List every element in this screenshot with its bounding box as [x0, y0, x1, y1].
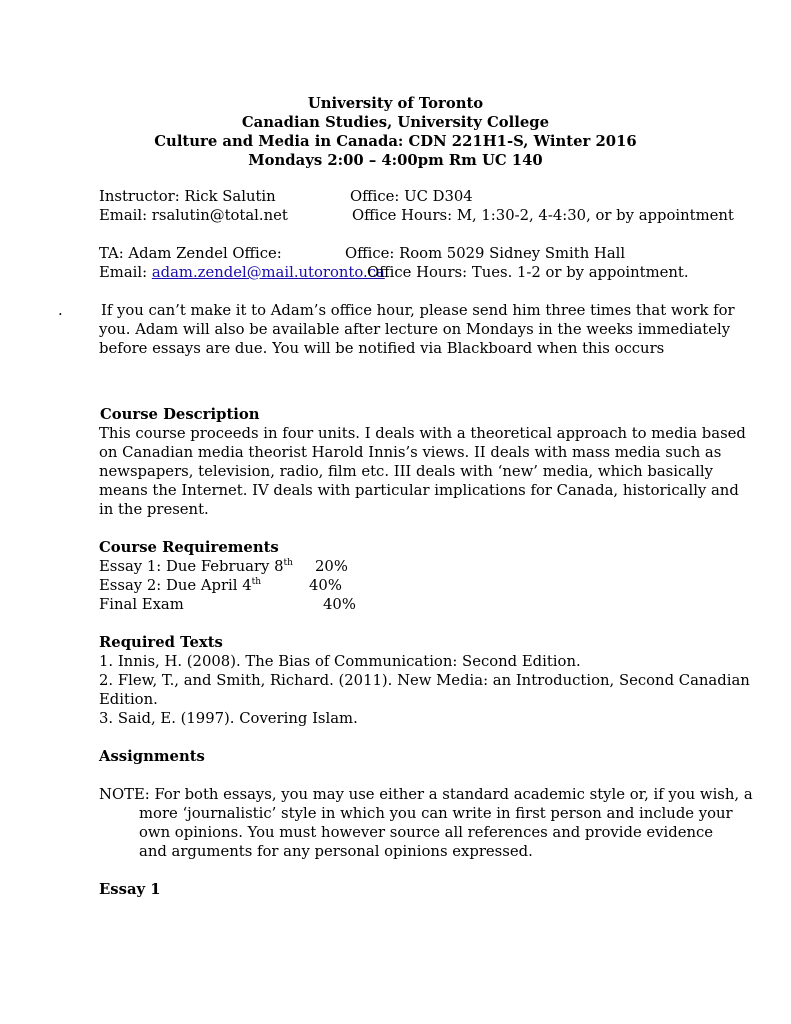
- course-title: Culture and Media in Canada: CDN 221H1-S, Winter 2016: [154, 133, 637, 150]
- ta-office: Office: Room 5029 Sidney Smith Hall: [345, 245, 626, 262]
- note-line: If you can’t make it to Adam’s office hour, please send him three times that work for: [101, 302, 735, 319]
- requirement-weight: 40%: [309, 577, 342, 594]
- required-text-item: Edition.: [99, 691, 158, 708]
- requirement-label: Essay 2: Due April 4th: [99, 577, 262, 594]
- assignment-note-line: NOTE: For both essays, you may use either a standard academic style or, if you wish, a: [99, 786, 753, 803]
- assignment-note-line: own opinions. You must however source all references and provide evidence: [139, 824, 714, 841]
- course-description-line: This course proceeds in four units. I deals with a theoretical approach to media based: [99, 425, 746, 442]
- required-text-item: 3. Said, E. (1997). Covering Islam.: [99, 710, 358, 727]
- requirement-label: Final Exam: [99, 596, 184, 613]
- course-description-line: on Canadian media theorist Harold Innis’s views. II deals with mass media such as: [99, 444, 722, 461]
- required-text-item: 1. Innis, H. (2008). The Bias of Communication: Second Edition.: [99, 653, 581, 670]
- university-title: University of Toronto: [307, 95, 484, 112]
- assignment-note-line: and arguments for any personal opinions expressed.: [139, 843, 533, 860]
- required-text-item: 2. Flew, T., and Smith, Richard. (2011). New Media: an Introduction, Second Canadian: [99, 672, 750, 689]
- note-bullet: .: [58, 302, 63, 319]
- note-line: you. Adam will also be available after lecture on Mondays in the weeks immediately: [99, 321, 731, 338]
- course-description-line: means the Internet. IV deals with particular implications for Canada, historically and: [99, 482, 739, 499]
- instructor-office: Office: UC D304: [350, 188, 473, 205]
- instructor-name: Instructor: Rick Salutin: [99, 188, 276, 205]
- requirement-weight: 20%: [315, 558, 348, 575]
- assignments-heading: Assignments: [99, 748, 205, 765]
- ta-email-row: [99, 263, 385, 282]
- course-requirements-heading: Course Requirements: [99, 539, 279, 556]
- course-schedule: Mondays 2:00 – 4:00pm Rm UC 140: [248, 152, 543, 169]
- ta-email-link[interactable]: adam.zendel@mail.utoronto.ca: [151, 264, 385, 281]
- note-line: before essays are due. You will be notified via Blackboard when this occurs: [99, 340, 665, 357]
- course-description-heading: Course Description: [100, 406, 260, 423]
- instructor-email: Email: rsalutin@total.net: [99, 207, 288, 224]
- ta-email-label: Email:: [99, 264, 152, 281]
- ta-name: TA: Adam Zendel Office:: [99, 245, 282, 262]
- department-title: Canadian Studies, University College: [241, 114, 550, 131]
- instructor-hours: Office Hours: M, 1:30-2, 4-4:30, or by appointment: [352, 207, 734, 224]
- requirement-label: Essay 1: Due February 8th: [99, 558, 293, 575]
- ta-hours: Office Hours: Tues. 1-2 or by appointment.: [367, 264, 689, 281]
- requirement-weight: 40%: [323, 596, 356, 613]
- course-description-line: in the present.: [99, 501, 209, 518]
- course-description-line: newspapers, television, radio, film etc. III deals with ‘new’ media, which basically: [99, 463, 713, 480]
- assignment-note-line: more ‘journalistic’ style in which you can write in first person and include your: [139, 805, 733, 822]
- essay1-heading: Essay 1: [99, 881, 161, 898]
- required-texts-heading: Required Texts: [99, 634, 223, 651]
